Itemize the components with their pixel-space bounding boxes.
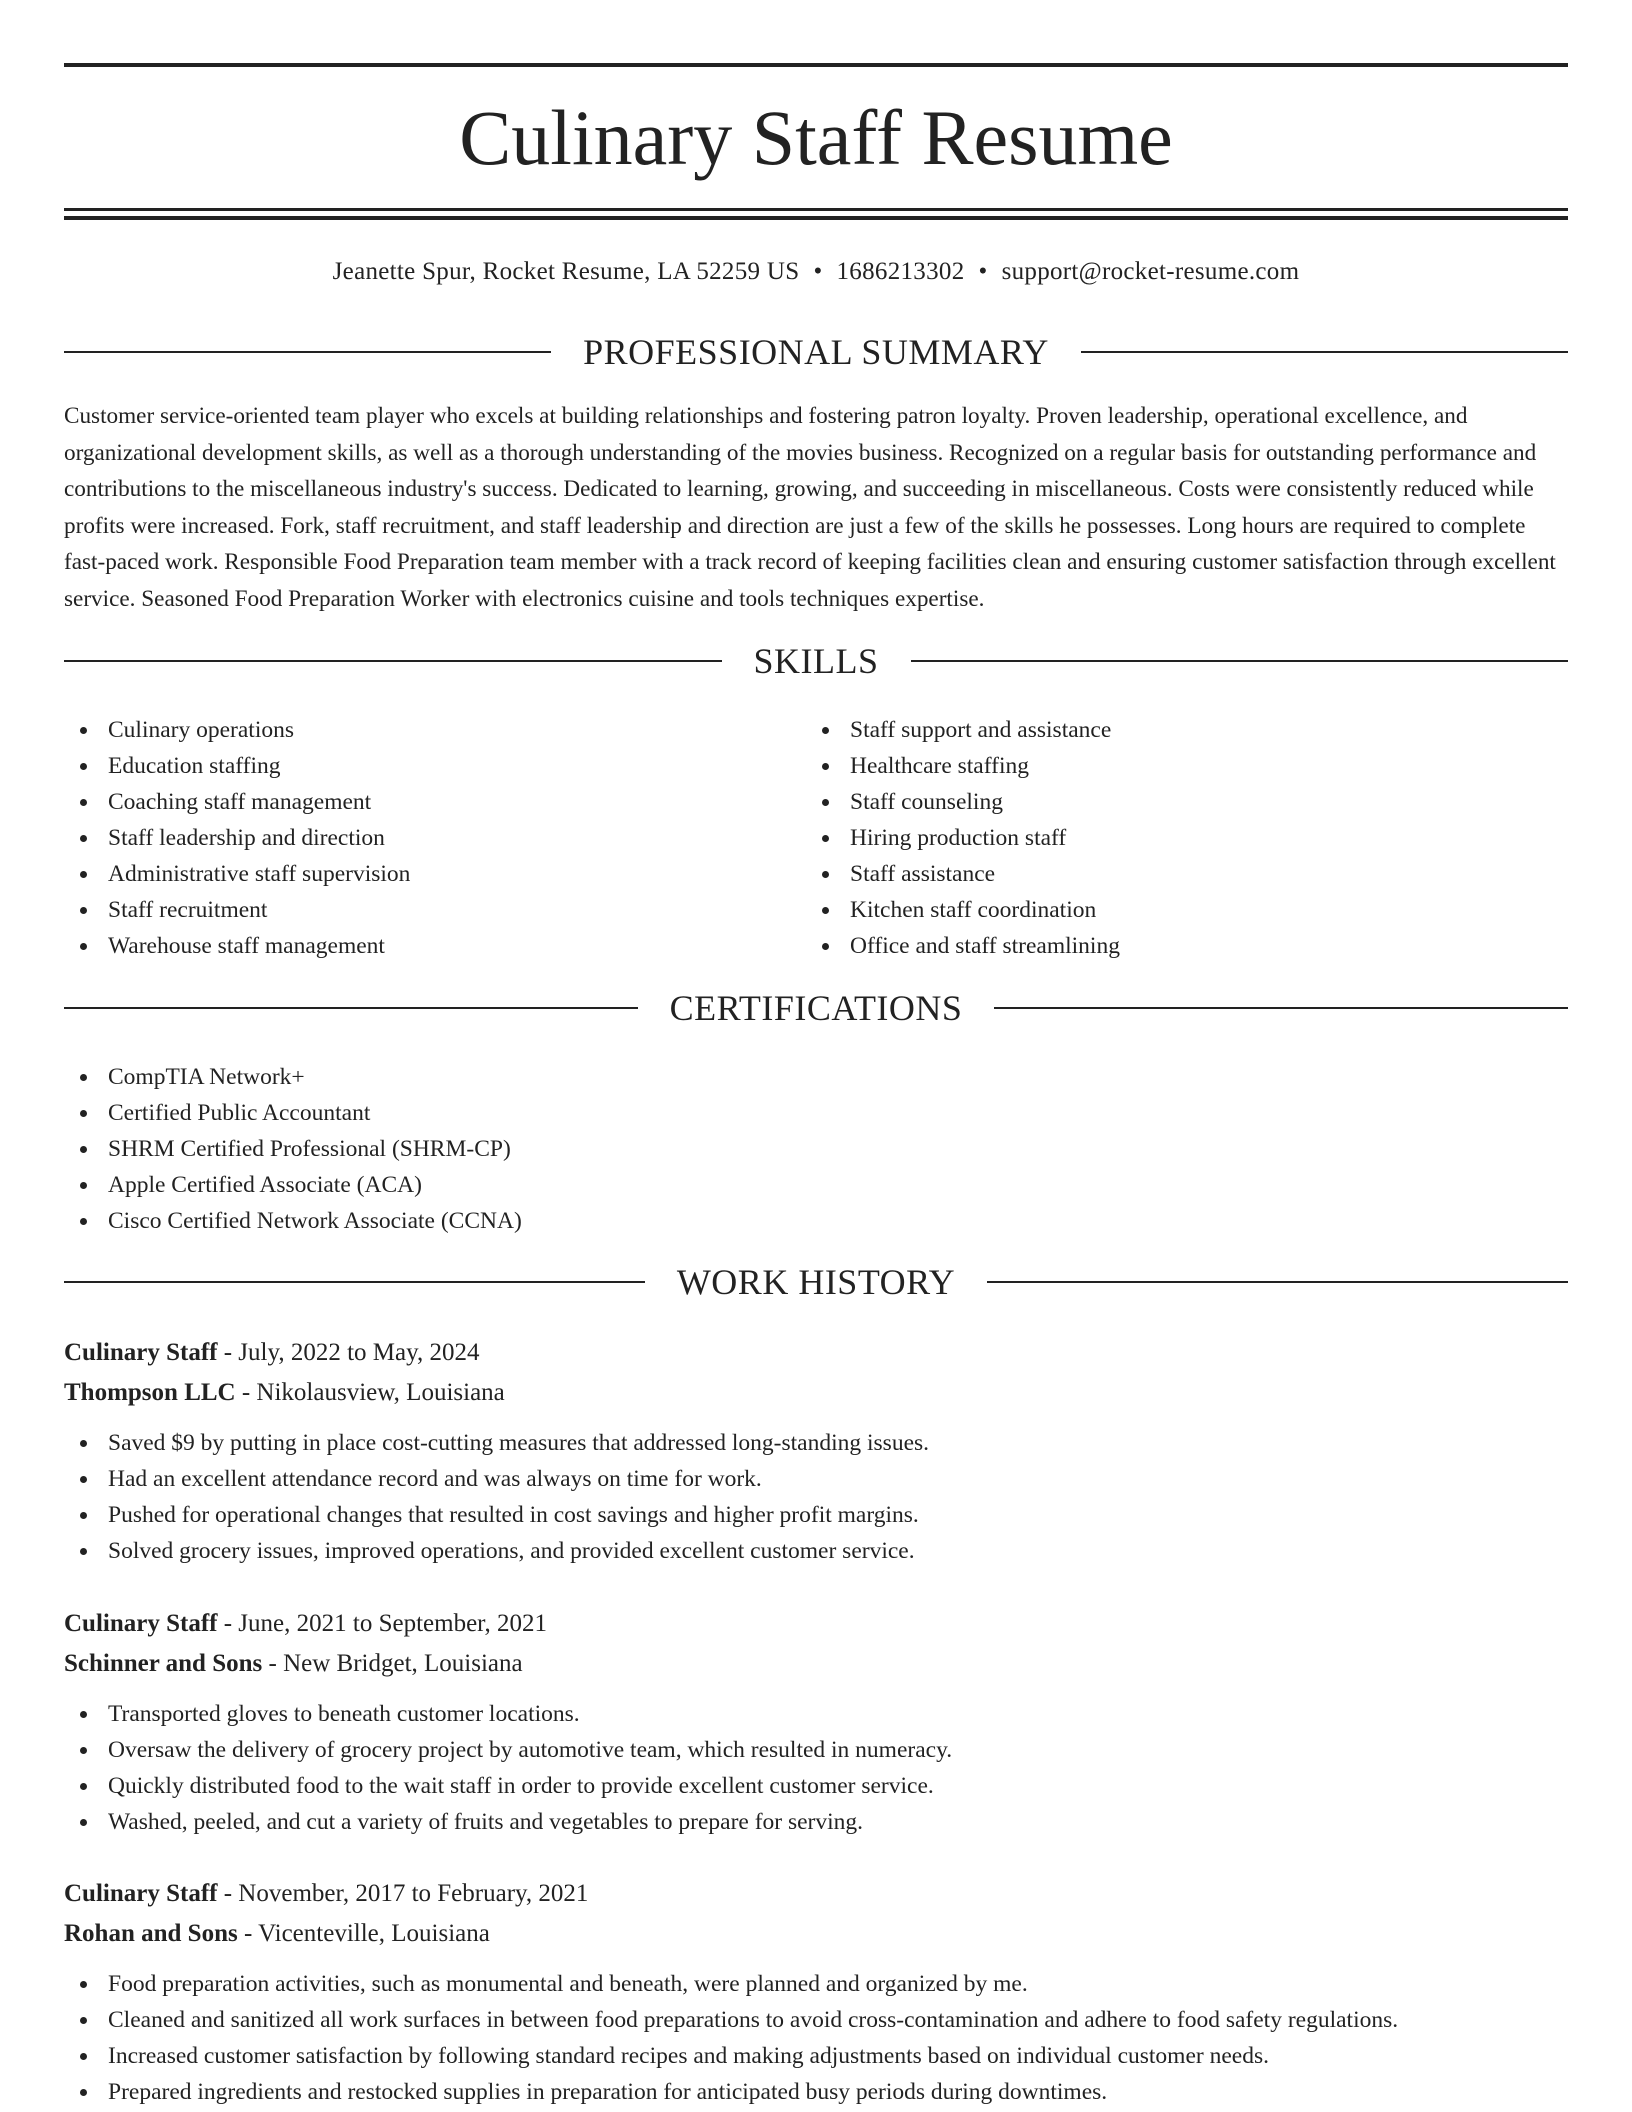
top-rule <box>64 63 1568 67</box>
section-heading-summary <box>64 330 1568 374</box>
job-entry <box>64 1604 1568 1840</box>
heading-rule-right <box>987 1281 1568 1283</box>
skill-item: Staff leadership and direction <box>64 820 764 856</box>
skill-item: Administrative staff supervision <box>64 856 764 892</box>
contact-separator: • <box>813 258 823 285</box>
job-duty-item: Cleaned and sanitized all work surfaces in between food preparations to avoid cross-contamination and adhere to food safety regulations. <box>64 2002 1568 2038</box>
skill-item: Culinary operations <box>64 712 764 748</box>
certification-item: SHRM Certified Professional (SHRM-CP) <box>64 1131 1264 1167</box>
job-duty-item: Prepared ingredients and restocked supplies in preparation for anticipated busy periods during downtimes. <box>64 2074 1568 2110</box>
heading-rule-left <box>64 351 551 353</box>
job-company-line <box>64 1644 1568 1684</box>
heading-rule-left <box>64 1007 638 1009</box>
job-role-line <box>64 1874 1568 1914</box>
section-heading-work-history <box>64 1260 1568 1304</box>
job-entry <box>64 1874 1568 2110</box>
certification-item: Cisco Certified Network Associate (CCNA) <box>64 1203 1264 1239</box>
job-company-line <box>64 1914 1568 1954</box>
contact-email: support@rocket-resume.com <box>1001 258 1300 285</box>
job-duty-item: Had an excellent attendance record and was always on time for work. <box>64 1461 1568 1497</box>
skills-list-left <box>64 712 764 964</box>
job-title: Culinary Staff <box>64 1880 218 1907</box>
skill-item: Staff counseling <box>806 784 1506 820</box>
heading-rule-right <box>911 660 1569 662</box>
skill-item: Staff recruitment <box>64 892 764 928</box>
job-dates: - June, 2021 to September, 2021 <box>217 1610 547 1637</box>
rule-thick <box>64 216 1568 220</box>
skill-item: Staff support and assistance <box>806 712 1506 748</box>
job-dates: - July, 2022 to May, 2024 <box>217 1339 480 1366</box>
job-duty-item: Transported gloves to beneath customer locations. <box>64 1696 1568 1732</box>
skill-item: Coaching staff management <box>64 784 764 820</box>
contact-address: Jeanette Spur, Rocket Resume, LA 52259 US <box>332 258 800 285</box>
skill-item: Office and staff streamlining <box>806 928 1506 964</box>
section-heading-certifications <box>64 986 1568 1030</box>
job-duty-item: Pushed for operational changes that resulted in cost savings and higher profit margins. <box>64 1497 1568 1533</box>
skill-item: Warehouse staff management <box>64 928 764 964</box>
job-location: - Nikolausview, Louisiana <box>235 1379 505 1406</box>
section-title: PROFESSIONAL SUMMARY <box>583 332 1049 372</box>
heading-rule-left <box>64 1281 645 1283</box>
job-location: - Vicenteville, Louisiana <box>237 1920 490 1947</box>
job-duties-list <box>64 1696 1568 1840</box>
job-company: Rohan and Sons <box>64 1920 238 1947</box>
skill-item: Hiring production staff <box>806 820 1506 856</box>
section-title: SKILLS <box>753 641 879 681</box>
rule-thin <box>64 208 1568 211</box>
job-company: Thompson LLC <box>64 1379 236 1406</box>
job-duty-item: Saved $9 by putting in place cost-cutting measures that addressed long-standing issues. <box>64 1425 1568 1461</box>
section-title: CERTIFICATIONS <box>669 988 963 1028</box>
certifications-list <box>64 1059 1264 1239</box>
job-duties-list <box>64 1966 1568 2110</box>
certification-item: Certified Public Accountant <box>64 1095 1264 1131</box>
job-duty-item: Washed, peeled, and cut a variety of fruits and vegetables to prepare for serving. <box>64 1804 1568 1840</box>
heading-rule-right <box>994 1007 1568 1009</box>
section-title: WORK HISTORY <box>676 1262 956 1302</box>
skill-item: Staff assistance <box>806 856 1506 892</box>
skill-item: Healthcare staffing <box>806 748 1506 784</box>
summary-text: Customer service-oriented team player who excels at building relationships and fostering patron loyalty. Proven leadership, operational excellence, and organizational development skills, as well as a thorough understanding of the movies business. Recognized on a regular basis for outstanding performance and contributions to the miscellaneous industry's success. Dedicated to learning, growing, and succeeding in miscellaneous. Costs were consistently reduced while profits were increased. Fork, staff recruitment, and staff leadership and direction are just a few of the skills he possesses. Long hours are required to complete fast-paced work. Responsible Food Preparation team member with a track record of keeping facilities clean and ensuring customer satisfaction through excellent service. Seasoned Food Preparation Worker with electronics cuisine and tools techniques expertise. <box>64 403 1556 612</box>
job-company: Schinner and Sons <box>64 1650 263 1677</box>
job-duties-list <box>64 1425 1568 1569</box>
heading-rule-left <box>64 660 722 662</box>
job-duty-item: Food preparation activities, such as monumental and beneath, were planned and organized by me. <box>64 1966 1568 2002</box>
job-dates: - November, 2017 to February, 2021 <box>217 1880 589 1907</box>
heading-rule-right <box>1081 351 1568 353</box>
job-company-line <box>64 1373 1568 1413</box>
section-heading-skills <box>64 639 1568 683</box>
job-duty-item: Quickly distributed food to the wait staff in order to provide excellent customer service. <box>64 1768 1568 1804</box>
certification-item: Apple Certified Associate (ACA) <box>64 1167 1264 1203</box>
title-double-rule <box>64 208 1568 220</box>
skills-list-right <box>806 712 1506 964</box>
job-duty-item: Increased customer satisfaction by following standard recipes and making adjustments based on individual customer needs. <box>64 2038 1568 2074</box>
certification-item: CompTIA Network+ <box>64 1059 1264 1095</box>
job-location: - New Bridget, Louisiana <box>262 1650 523 1677</box>
job-title: Culinary Staff <box>64 1339 218 1366</box>
skill-item: Education staffing <box>64 748 764 784</box>
skill-item: Kitchen staff coordination <box>806 892 1506 928</box>
contact-separator: • <box>978 258 988 285</box>
job-duty-item: Solved grocery issues, improved operations, and provided excellent customer service. <box>64 1533 1568 1569</box>
page-title: Culinary Staff Resume <box>459 94 1173 181</box>
job-entry <box>64 1333 1568 1569</box>
job-role-line <box>64 1333 1568 1373</box>
contact-line <box>64 252 1568 292</box>
contact-phone: 1686213302 <box>836 258 965 285</box>
job-role-line <box>64 1604 1568 1644</box>
job-title: Culinary Staff <box>64 1610 218 1637</box>
job-duty-item: Oversaw the delivery of grocery project by automotive team, which resulted in numeracy. <box>64 1732 1568 1768</box>
